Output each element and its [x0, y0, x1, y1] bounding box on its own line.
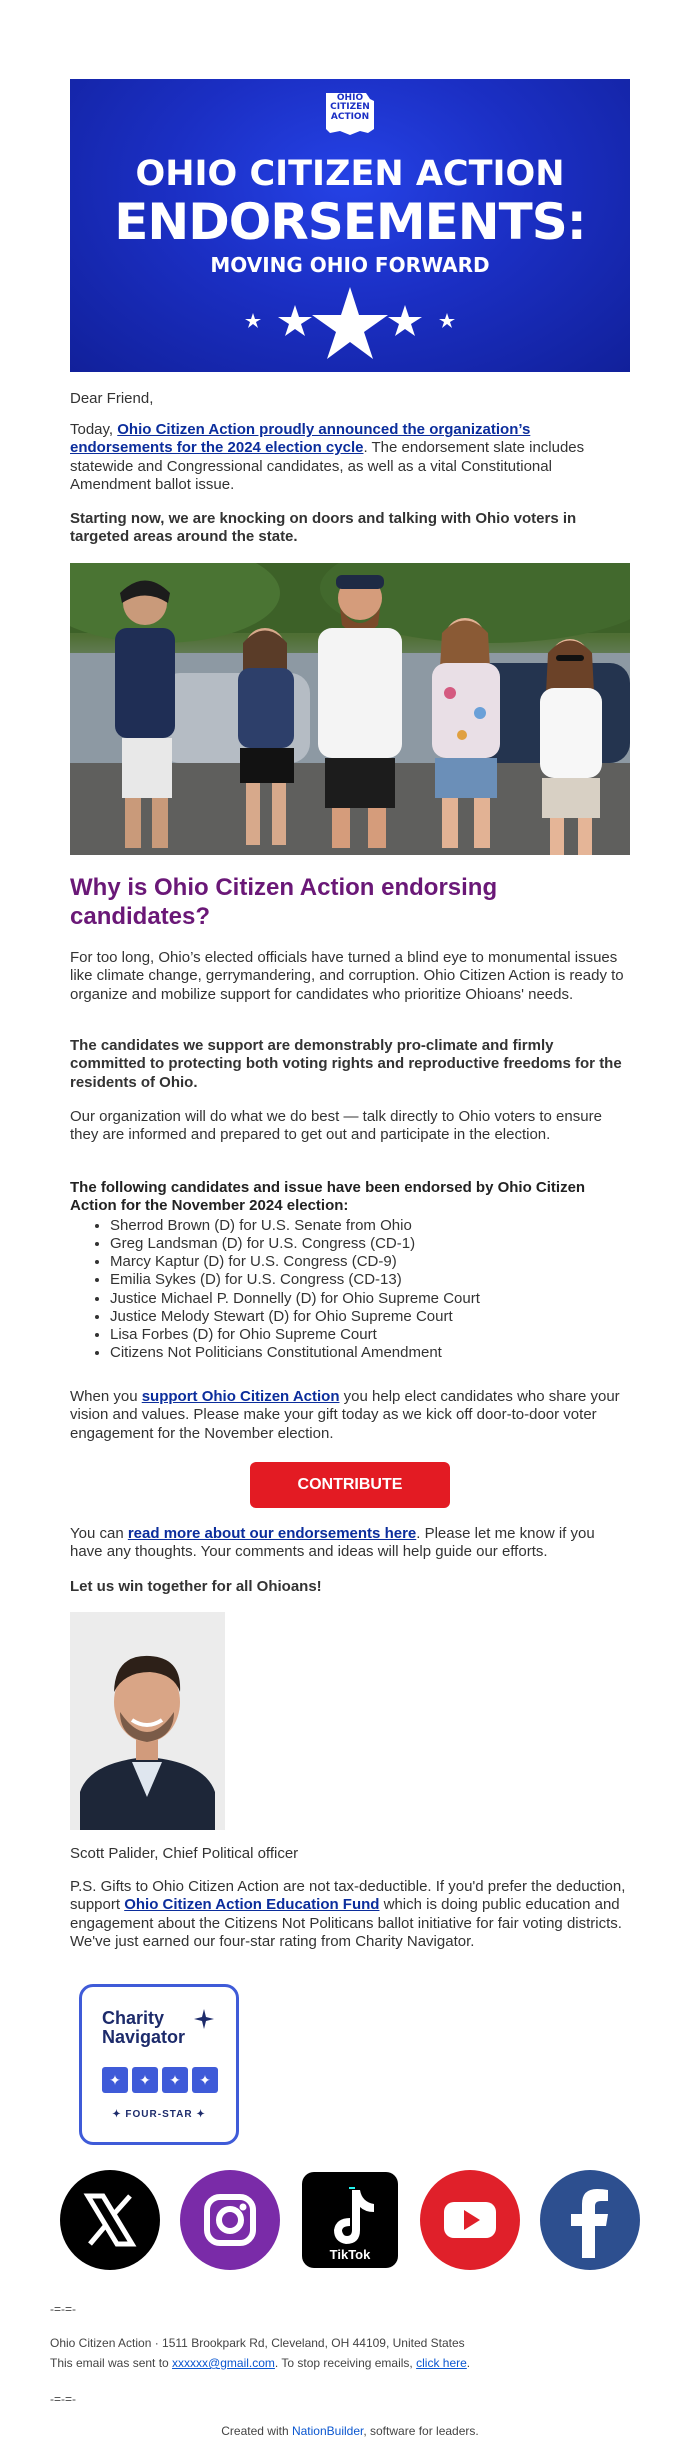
- diamond-icon: ✦: [112, 2109, 126, 2120]
- diamond-icon: ✦: [192, 2109, 206, 2120]
- sent-prefix: This email was sent to: [50, 2356, 173, 2370]
- ps-suffix: which is doing public education and engagement about the Citizens Not Politicans ballot initiative for fair voting districts. We've just earned our four-star rating from Charity Navigator.: [70, 1896, 622, 1950]
- charity-line2: Navigator: [102, 2026, 186, 2047]
- list-item: • Greg Landsman (D) for U.S. Congress (CD-1): [110, 1235, 630, 1253]
- tiktok-icon[interactable]: [300, 2170, 400, 2270]
- hero-title-line1: OHIO CITIZEN ACTION: [135, 154, 565, 194]
- youtube-icon[interactable]: [420, 2170, 520, 2270]
- footer-created-line: [50, 2424, 650, 2439]
- list-item: • Lisa Forbes (D) for Ohio Supreme Court: [110, 1326, 630, 1344]
- rating-label: [82, 2109, 236, 2121]
- star-icon: ✦: [102, 2067, 128, 2093]
- education-fund-link[interactable]: Ohio Citizen Action Education Fund: [124, 1896, 380, 1914]
- organization-paragraph: Our organization will do what we do best — talk directly to Ohio voters to ensure they are informed and prepared to get out and participate in the election.: [70, 1108, 602, 1144]
- logo-line: ACTION: [330, 111, 370, 122]
- support-prefix: When you: [70, 1388, 142, 1405]
- list-item: • Citizens Not Politicians Constitutional Amendment: [110, 1344, 630, 1362]
- candidate-list: [70, 1217, 630, 1362]
- read-more-link[interactable]: read more about our endorsements here: [127, 1525, 417, 1542]
- support-commitment-text: The candidates we support are demonstrably pro-climate and firmly committed to protecting both voting rights and reproductive freedoms for the residents of Ohio.: [70, 1037, 622, 1091]
- tiktok-label: TikTok: [329, 2247, 371, 2262]
- intro-paragraph: [70, 421, 630, 494]
- unsubscribe-link[interactable]: click here: [416, 2356, 467, 2370]
- hero-title-line2: ENDORSEMENTS:: [114, 193, 586, 251]
- logo-line: OHIO: [336, 93, 364, 103]
- hero-subtitle: MOVING OHIO FORWARD: [210, 253, 490, 277]
- volunteers-image: [70, 563, 630, 855]
- section-title: Why is Ohio Citizen Action endorsing candidates?: [70, 874, 498, 931]
- stars-icon: [230, 279, 470, 359]
- support-link[interactable]: support Ohio Citizen Action: [141, 1388, 340, 1405]
- signature: Scott Palider, Chief Political officer: [70, 1845, 299, 1862]
- star-icon: ✦: [192, 2067, 218, 2093]
- readmore-prefix: You can: [70, 1525, 128, 1542]
- x-twitter-icon[interactable]: [60, 2170, 160, 2270]
- charity-line1: Charity: [102, 2008, 165, 2028]
- instagram-icon[interactable]: [180, 2170, 280, 2270]
- footer-address: Ohio Citizen Action · 1511 Brookpark Rd, Cleveland, OH 44109, United States: [50, 2336, 465, 2350]
- created-suffix: , software for leaders.: [363, 2424, 479, 2438]
- nationbuilder-link[interactable]: NationBuilder: [291, 2424, 364, 2438]
- list-item: • Justice Melody Stewart (D) for Ohio Supreme Court: [110, 1308, 630, 1326]
- too-long-paragraph: For too long, Ohio’s elected officials have turned a blind eye to monumental issues like climate change, gerrymandering, and corruption. Ohio Citizen Action is ready to organize and mobilize support for candidates who prioritize Ohioans' needs.: [70, 949, 624, 1003]
- rating-text: FOUR-STAR: [125, 2109, 193, 2120]
- headshot-photo: [70, 1612, 225, 1830]
- closing-text: Let us win together for all Ohioans!: [70, 1578, 322, 1595]
- sparkle-icon: [192, 2007, 216, 2031]
- list-item: • Sherrod Brown (D) for U.S. Senate from Ohio: [110, 1217, 630, 1235]
- email-link[interactable]: xxxxxx@gmail.com: [172, 2356, 275, 2370]
- footer-divider-bottom: -=-=-: [50, 2392, 77, 2406]
- rating-stars: [102, 2067, 218, 2093]
- list-item: • Marcy Kaptur (D) for U.S. Congress (CD-9): [110, 1253, 630, 1271]
- facebook-icon[interactable]: [540, 2170, 640, 2270]
- contribute-button[interactable]: CONTRIBUTE: [250, 1462, 450, 1508]
- endorsement-list-heading: The following candidates and issue have been endorsed by Ohio Citizen Action for the November 2024 election:: [70, 1179, 586, 1215]
- charity-name: [102, 2009, 185, 2047]
- volunteers-photo: [70, 563, 630, 855]
- star-icon: ✦: [132, 2067, 158, 2093]
- sent-mid: . To stop receiving emails,: [274, 2356, 417, 2370]
- read-more-paragraph: [70, 1525, 630, 1562]
- readmore-suffix: . Please let me know if you have any thoughts. Your comments and ideas will help guide our efforts.: [70, 1525, 595, 1561]
- sent-suffix: .: [466, 2356, 471, 2370]
- footer-divider-top: -=-=-: [50, 2302, 77, 2316]
- ps-prefix: P.S. Gifts to Ohio Citizen Action are not tax-deductible. If you'd prefer the deduction, support: [70, 1878, 626, 1914]
- logo-line: CITIZEN: [330, 102, 370, 113]
- greeting: Dear Friend,: [70, 390, 154, 407]
- support-paragraph: [70, 1388, 630, 1443]
- created-prefix: Created with: [221, 2424, 292, 2438]
- hero-banner: [70, 79, 630, 372]
- list-item: • Emilia Sykes (D) for U.S. Congress (CD-13): [110, 1271, 630, 1289]
- support-suffix: you help elect candidates who share your vision and values. Please make your gift today as we kick off door-to-door voter engagement for the November election.: [70, 1388, 620, 1442]
- ps-paragraph: [70, 1878, 630, 1951]
- charity-navigator-badge[interactable]: [79, 1984, 239, 2145]
- intro-prefix: Today,: [70, 421, 118, 438]
- footer-sent-line: [50, 2356, 650, 2371]
- knocking-text: Starting now, we are knocking on doors and talking with Ohio voters in targeted areas around the state.: [70, 510, 577, 546]
- star-icon: ✦: [162, 2067, 188, 2093]
- list-item: • Justice Michael P. Donnelly (D) for Ohio Supreme Court: [110, 1290, 630, 1308]
- endorsements-announcement-link[interactable]: Ohio Citizen Action proudly announced the organization’s endorsements for the 2024 election cycle: [70, 421, 531, 457]
- intro-suffix: . The endorsement slate includes statewide and Congressional candidates, as well as a vital Constitutional Amendment ballot issue.: [70, 439, 585, 493]
- logo-text: [323, 94, 377, 122]
- headshot-image: [70, 1612, 225, 1830]
